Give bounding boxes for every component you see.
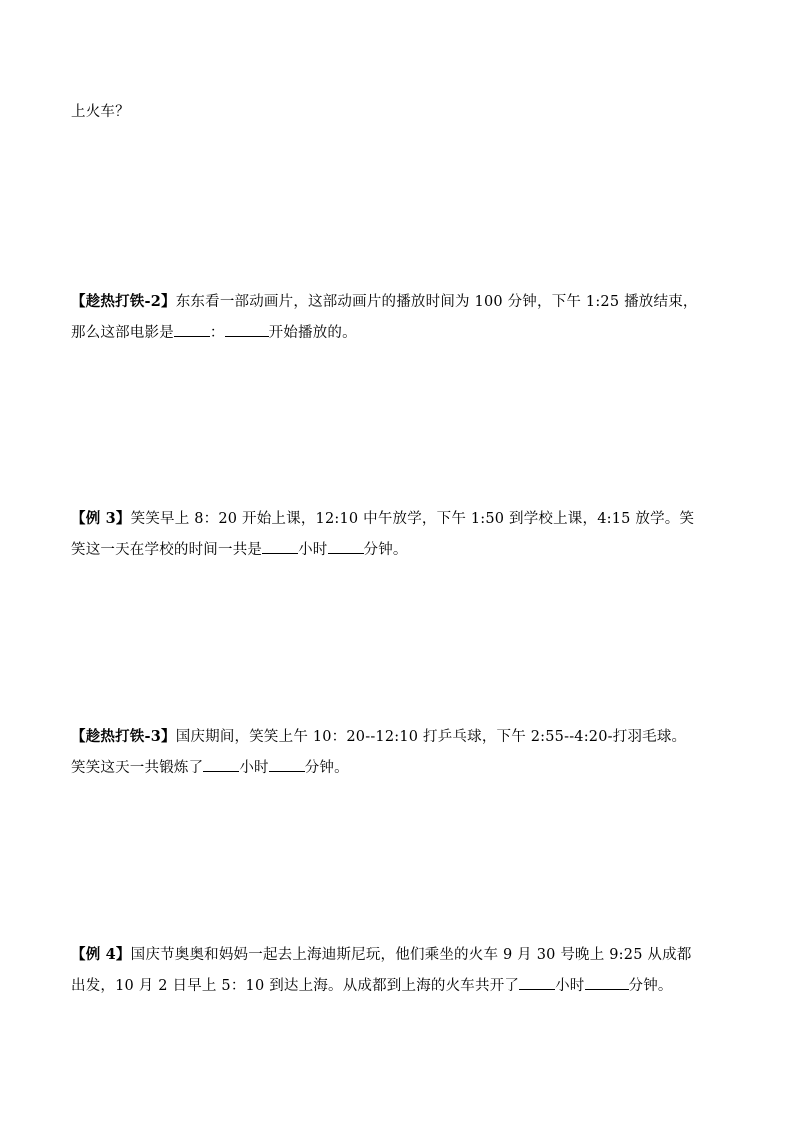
problem-tag: 【例 4】 [71,946,131,963]
problem-tag: 【趁热打铁-2】 [71,293,176,310]
problem-text: 东东看一部动画片，这部动画片的播放时间为 100 分钟，下午 1:25 播放结束， [175,294,698,310]
problem-tag: 【例 3】 [71,510,131,527]
continuation-text: 上火车？ [71,104,130,120]
problem-drill-2-line-2 [71,322,357,343]
problem-text: 分钟。 [628,978,673,994]
problem-text: 笑这一天在学校的时间一共是 [71,542,263,558]
problem-tag: 【趁热打铁-3】 [71,728,176,745]
problem-text: 那么这部电影是 [71,325,174,341]
answer-blank[interactable] [225,322,269,337]
problem-text: 笑笑早上 8：20 开始上课，12:10 中午放学，下午 1:50 到学校上课，4:15 放学。笑 [130,511,695,527]
problem-text: 小时 [555,978,585,994]
problem-text: ： [209,325,225,341]
problem-drill-3-line-1 [71,727,686,747]
answer-blank[interactable] [519,975,555,990]
answer-blank[interactable] [174,322,210,337]
answer-blank[interactable] [203,757,239,772]
problem-example-4-line-2 [71,975,673,996]
problem-text: 国庆节奥奥和妈妈一起去上海迪斯尼玩，他们乘坐的火车 9 月 30 号晚上 9:25 从成都 [130,947,692,963]
problem-text: 开始播放的。 [268,325,357,341]
answer-blank[interactable] [585,975,629,990]
problem-example-4-line-1 [71,945,692,965]
problem-text: 笑笑这天一共锻炼了 [71,760,204,776]
problem-example-3-line-2 [71,539,408,560]
answer-blank[interactable] [262,539,298,554]
problem-text: 出发，10 月 2 日早上 5：10 到达上海。从成都到上海的火车共开了 [71,978,520,994]
problem-drill-3-line-2 [71,757,349,778]
problem-text: 小时 [298,542,328,558]
problem-example-3-line-1 [71,509,694,529]
problem-text: 分钟。 [304,760,349,776]
problem-text: 国庆期间，笑笑上午 10：20--12:10 打乒乓球，下午 2:55--4:20-打羽毛球。 [175,729,687,745]
problem-drill-2-line-1 [71,292,698,312]
answer-blank[interactable] [269,757,305,772]
answer-blank[interactable] [328,539,364,554]
problem-text: 分钟。 [363,542,408,558]
problem-text: 小时 [239,760,269,776]
